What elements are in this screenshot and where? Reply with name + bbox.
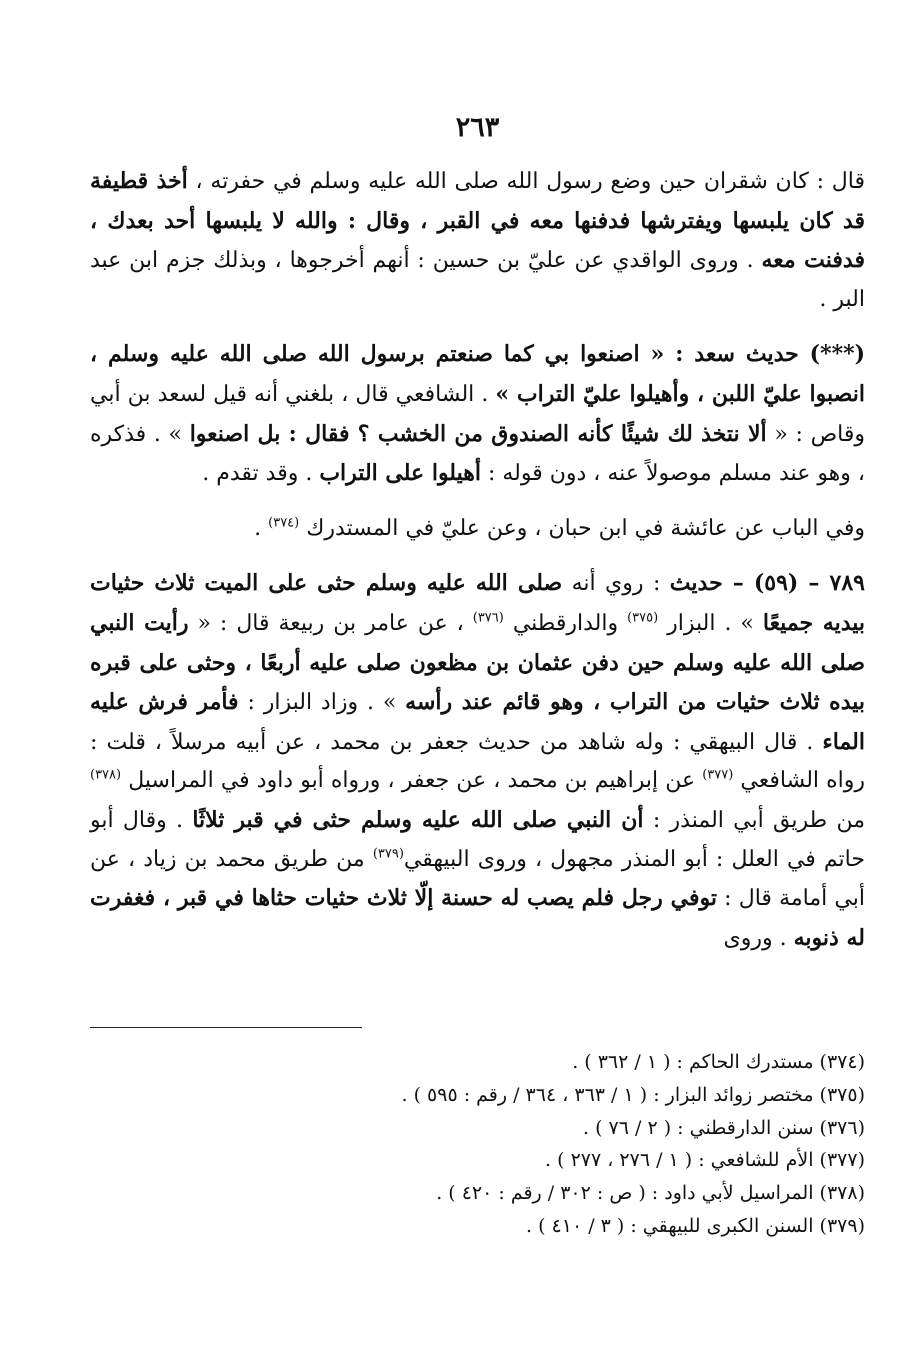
footnote-ref: (٣٧٨): [90, 767, 122, 783]
book-page: [90, 0, 865, 1358]
bold-text: صلى الله عليه وسلم حثى على الميت ثلاث حثيات بيديه جميعًا: [90, 570, 865, 636]
footnotes: [90, 1046, 865, 1243]
text-segment: ، عن عامر بن ربيعة قال : «: [188, 610, 473, 636]
text-segment: . الشافعي قال ، بلغني أنه قيل لسعد بن أبي وقاص : «: [90, 381, 866, 447]
bold-text: توفي رجل فلم يصب له حسنة إلّا ثلاث حثيات حثاها في قبر ، فغفرت له ذنوبه: [90, 885, 865, 951]
footnote-divider: [90, 1027, 362, 1028]
text-segment: . وروى: [723, 925, 794, 951]
footnote: (٣٧٤) مستدرك الحاكم : ( ١ / ٣٦٢ ) .: [572, 1051, 865, 1073]
text-segment: . قال البيهقي : وله شاهد من حديث جعفر بن محمد ، عن أبيه مرسلاً ، قلت : رواه الشافعي: [90, 729, 866, 794]
footnote: (٣٧٩) السنن الكبرى للبيهقي : ( ٣ / ٤١٠ ) .: [526, 1214, 865, 1237]
footnote-ref: (٣٧٧): [702, 767, 734, 783]
text-segment: . وقد تقدم .: [202, 461, 320, 487]
footnote-ref: (٣٧٤): [268, 515, 300, 531]
text-segment: والدارقطني: [503, 610, 628, 636]
footnote: (٣٧٧) الأم للشافعي : ( ١ / ٢٧٦ ، ٢٧٧ ) .: [545, 1149, 865, 1172]
footnote: (٣٧٨) المراسيل لأبي داود : ( ص : ٣٠٢ / رقم : ٤٢٠ ) .: [436, 1182, 865, 1205]
text-segment: » . وزاد البزار :: [238, 690, 406, 716]
bold-text: ألا نتخذ لك شيئًا كأنه الصندوق من الخشب ؟ فقال : بل اصنعوا: [189, 420, 767, 447]
text-segment: » . البزار: [658, 610, 763, 636]
text-segment: وفي الباب عن عائشة في ابن حبان ، وعن عليّ في المستدرك: [299, 515, 865, 541]
footnote-ref: (٣٧٩): [372, 846, 404, 862]
text-segment: .: [254, 515, 269, 541]
paragraph: [90, 564, 865, 958]
paragraph: [90, 162, 865, 319]
footnote-ref: (٣٧٥): [627, 610, 659, 626]
bold-text: أن النبي صلى الله عليه وسلم حثى في قبر ثلاثًا: [192, 806, 644, 833]
paragraph: [90, 510, 865, 549]
footnote-ref: (٣٧٦): [472, 610, 504, 626]
footnote: (٣٧٥) مختصر زوائد البزار : ( ١ / ٣٦٣ ، ٣٦٤ / رقم : ٥٩٥ ) .: [401, 1083, 865, 1106]
main-text: [90, 162, 865, 958]
text-segment: من طريق محمد بن زياد ، عن أبي أمامة قال :: [90, 846, 865, 912]
text-segment: . وقال أبو حاتم في العلل : أبو المنذر مجهول ، وروى البيهقي: [90, 807, 865, 872]
bold-text: أهيلوا على التراب: [319, 460, 481, 487]
page-number: ٢٦٣: [455, 112, 500, 143]
bold-text: فأمر فرش عليه الماء: [90, 689, 865, 755]
text-segment: من طريق أبي المنذر :: [643, 807, 866, 833]
text-segment: عن إبراهيم بن محمد ، عن جعفر ، ورواه أبو داود في المراسيل: [121, 768, 703, 794]
text-segment: » . فذكره ، وهو عند مسلم موصولاً عنه ، دون قوله :: [90, 421, 865, 487]
footnote: (٣٧٦) سنن الدارقطني : ( ٢ / ٧٦ ) .: [583, 1116, 865, 1139]
text-segment: قال : كان شقران حين وضع رسول الله صلى الله عليه وسلم في حفرته ،: [187, 169, 865, 194]
text-segment: : روي أنه: [562, 571, 670, 597]
text-segment: . وروى الواقدي عن عليّ بن حسين : أنهم أخرجوها ، وبذلك جزم ابن عبد البر .: [90, 248, 865, 312]
paragraph: [90, 335, 865, 493]
bold-text: ٧٨٩ – (٥٩) – حديث: [669, 570, 865, 597]
bold-text: (***) حديث سعد : « اصنعوا بي كما صنعتم برسول الله صلى الله عليه وسلم ، انصبوا عليّ اللبن ، وأهيلوا عليّ التراب »: [90, 341, 865, 407]
bold-text: رأيت النبي صلى الله عليه وسلم حين دفن عثمان بن مظعون صلى عليه أربعًا ، وحثى على قبره بيده ثلاث حثيات من التراب ، وهو قائم عند رأسه: [90, 609, 866, 716]
bold-text: أخذ قطيفة قد كان يلبسها ويفترشها فدفنها معه في القبر ، وقال : والله لا يلبسها أحد بعدك ، فدفنت معه: [90, 168, 865, 274]
